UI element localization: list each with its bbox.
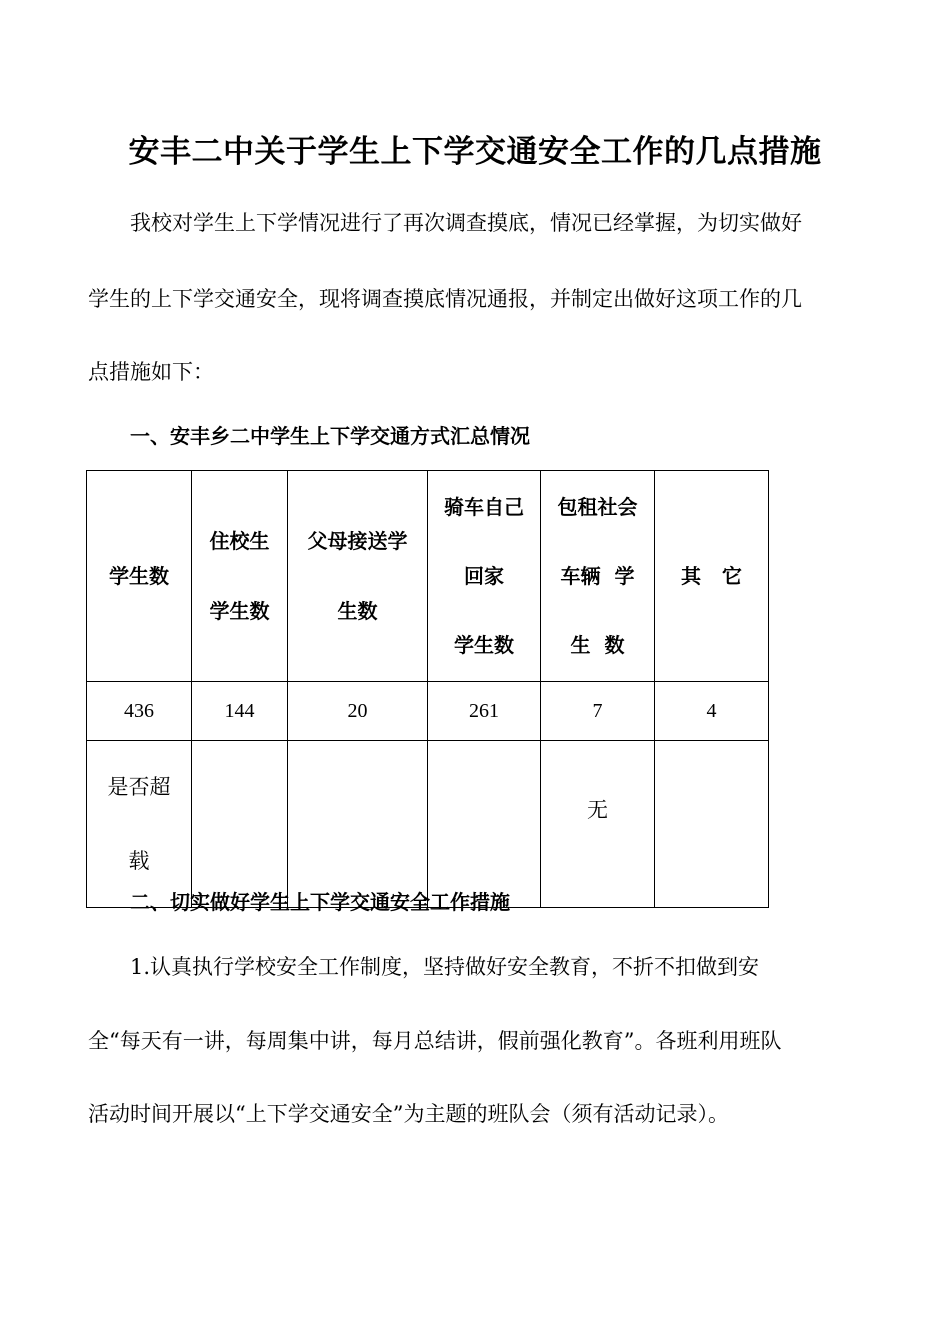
- measure-line-2: 全“每天有一讲，每周集中讲，每月总结讲，假前强化教育”。各班利用班队: [88, 1029, 782, 1053]
- table-row: [87, 682, 769, 741]
- transport-summary-table: [86, 470, 769, 908]
- measure-line-1: 1.认真执行学校安全工作制度，坚持做好安全教育，不折不扣做到安: [130, 955, 760, 979]
- intro-line-2: 学生的上下学交通安全，现将调查摸底情况通报，并制定出做好这项工作的几: [88, 287, 802, 311]
- table-header-cell: 学生数: [87, 471, 192, 682]
- table-cell: 144: [192, 682, 288, 741]
- overload-label-cell: 是否超 载: [87, 741, 192, 908]
- table-header-cell: 包租社会 车辆 学 生 数: [541, 471, 655, 682]
- table-header-row: [87, 471, 769, 682]
- table-header-cell: 住校生 学生数: [192, 471, 288, 682]
- section1-heading: 一、安丰乡二中学生上下学交通方式汇总情况: [130, 424, 530, 448]
- measure-line-3: 活动时间开展以“上下学交通安全”为主题的班队会（须有活动记录）。: [88, 1102, 729, 1126]
- table-cell: 261: [428, 682, 541, 741]
- table-cell: [192, 741, 288, 908]
- table-cell: 4: [655, 682, 769, 741]
- table-cell: 7: [541, 682, 655, 741]
- table-row: [87, 741, 769, 908]
- intro-line-1: 我校对学生上下学情况进行了再次调查摸底，情况已经掌握，为切实做好: [130, 211, 802, 235]
- overload-value-cell: 无: [541, 741, 655, 908]
- page-title: 安丰二中关于学生上下学交通安全工作的几点措施: [128, 134, 822, 170]
- table-cell: 436: [87, 682, 192, 741]
- section2-heading: 二、切实做好学生上下学交通安全工作措施: [130, 890, 510, 914]
- table-header-cell: 其 它: [655, 471, 769, 682]
- table-cell: [655, 741, 769, 908]
- table-cell: 20: [288, 682, 428, 741]
- table-cell: [428, 741, 541, 908]
- intro-line-3: 点措施如下：: [88, 360, 214, 384]
- table-cell: [288, 741, 428, 908]
- table-header-cell: 骑车自己 回家 学生数: [428, 471, 541, 682]
- table-header-cell: 父母接送学 生数: [288, 471, 428, 682]
